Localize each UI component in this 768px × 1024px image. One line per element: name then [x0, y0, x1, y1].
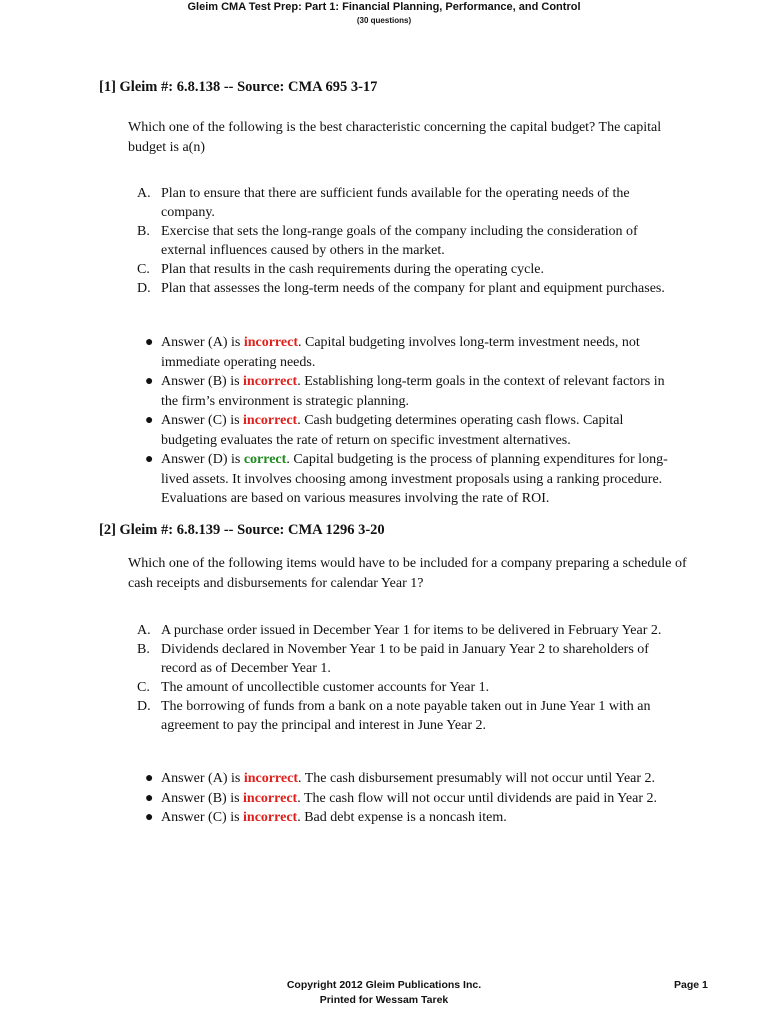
option-a	[0, 621, 671, 640]
option-letter: C.	[137, 680, 150, 695]
answer-explanation: ● Answer (C) is incorrect. Bad debt expense is a noncash item.	[0, 808, 673, 828]
document-title: Gleim CMA Test Prep: Part 1: Financial Planning, Performance, and Control	[187, 1, 581, 13]
option-letter: D.	[137, 699, 151, 714]
question-stem: Which one of the following is the best characteristic concerning the capital budget? The capital budget is a(n)	[128, 120, 662, 155]
option-text: Dividends declared in November Year 1 to be paid in January Year 2 to shareholders of record as of December Year 1.	[161, 642, 649, 676]
option-b	[0, 640, 671, 678]
option-text: The borrowing of funds from a bank on a note payable taken out in June Year 1 with an agreement to pay the principal and interest in June Year 2.	[161, 699, 651, 733]
option-text: Plan that results in the cash requirements during the operating cycle.	[161, 262, 544, 277]
answer-explanations	[0, 333, 768, 509]
option-text: A purchase order issued in December Year 1 for items to be delivered in February Year 2.	[161, 623, 662, 638]
option-letter: B.	[137, 224, 150, 239]
answer-explanation: ● Answer (D) is correct. Capital budgeting is the process of planning expenditures for long-lived assets. It involves choosing among investment proposals using a ranking procedure. Evaluations are based on various measures involving the rate of ROI.	[145, 452, 668, 506]
option-a	[0, 184, 671, 222]
option-c	[0, 678, 671, 697]
option-b	[0, 222, 671, 260]
bullet-icon: ●	[145, 374, 154, 389]
answer-explanation: ● Answer (A) is incorrect. Capital budgeting involves long-term investment needs, not immediate operating needs.	[145, 335, 640, 370]
answer-explanation: ● Answer (A) is incorrect. The cash disbursement presumably will not occur until Year 2.	[0, 769, 673, 789]
bullet-icon: ●	[145, 771, 154, 786]
answer-explanation: ● Answer (B) is incorrect. The cash flow will not occur until dividends are paid in Year 2.	[0, 789, 673, 809]
option-text: Plan that assesses the long-term needs of the company for plant and equipment purchases.	[161, 281, 665, 296]
option-text: The amount of uncollectible customer accounts for Year 1.	[161, 680, 490, 695]
answer-explanation: ● Answer (B) is incorrect. Establishing long-term goals in the context of relevant factors in the firm’s environment is strategic planning.	[145, 374, 665, 409]
option-letter: C.	[137, 262, 150, 277]
verdict-label: incorrect	[243, 374, 298, 389]
question-heading: [1] Gleim #: 6.8.138 -- Source: CMA 695 3-17	[99, 79, 378, 95]
page-number: Page 1	[674, 979, 708, 991]
option-d	[0, 279, 671, 298]
option-text: Plan to ensure that there are sufficient funds available for the operating needs of the company.	[161, 186, 630, 220]
footer-printed-for: Printed for Wessam Tarek	[319, 994, 449, 1006]
answer-options	[0, 184, 768, 298]
option-letter: A.	[137, 623, 151, 638]
verdict-label: incorrect	[243, 771, 298, 786]
answer-explanation: ● Answer (C) is incorrect. Cash budgeting determines operating cash flows. Capital budgeting evaluates the rate of return on specific investment alternatives.	[145, 413, 624, 448]
option-d	[0, 697, 671, 735]
option-letter: A.	[137, 186, 151, 201]
verdict-label: correct	[243, 452, 287, 467]
document-subtitle: (30 questions)	[356, 16, 412, 25]
answer-options	[0, 621, 768, 735]
option-letter: D.	[137, 281, 151, 296]
option-text: Exercise that sets the long-range goals of the company including the consideration of external influences caused by others in the market.	[161, 224, 638, 258]
bullet-icon: ●	[145, 810, 154, 825]
verdict-label: incorrect	[243, 335, 298, 350]
footer-copyright: Copyright 2012 Gleim Publications Inc.	[286, 979, 482, 991]
verdict-label: incorrect	[243, 413, 298, 428]
option-c	[0, 260, 671, 279]
bullet-icon: ●	[145, 335, 154, 350]
bullet-icon: ●	[145, 452, 154, 467]
verdict-label: incorrect	[243, 810, 298, 825]
question-heading: [2] Gleim #: 6.8.139 -- Source: CMA 1296 3-20	[99, 522, 385, 538]
answer-explanations	[0, 769, 768, 828]
bullet-icon: ●	[145, 413, 154, 428]
question-stem: Which one of the following items would have to be included for a company preparing a schedule of cash receipts and disbursements for calendar Year 1?	[128, 556, 687, 591]
verdict-label: incorrect	[243, 790, 298, 806]
option-letter: B.	[137, 642, 150, 657]
bullet-icon: ●	[145, 790, 154, 806]
